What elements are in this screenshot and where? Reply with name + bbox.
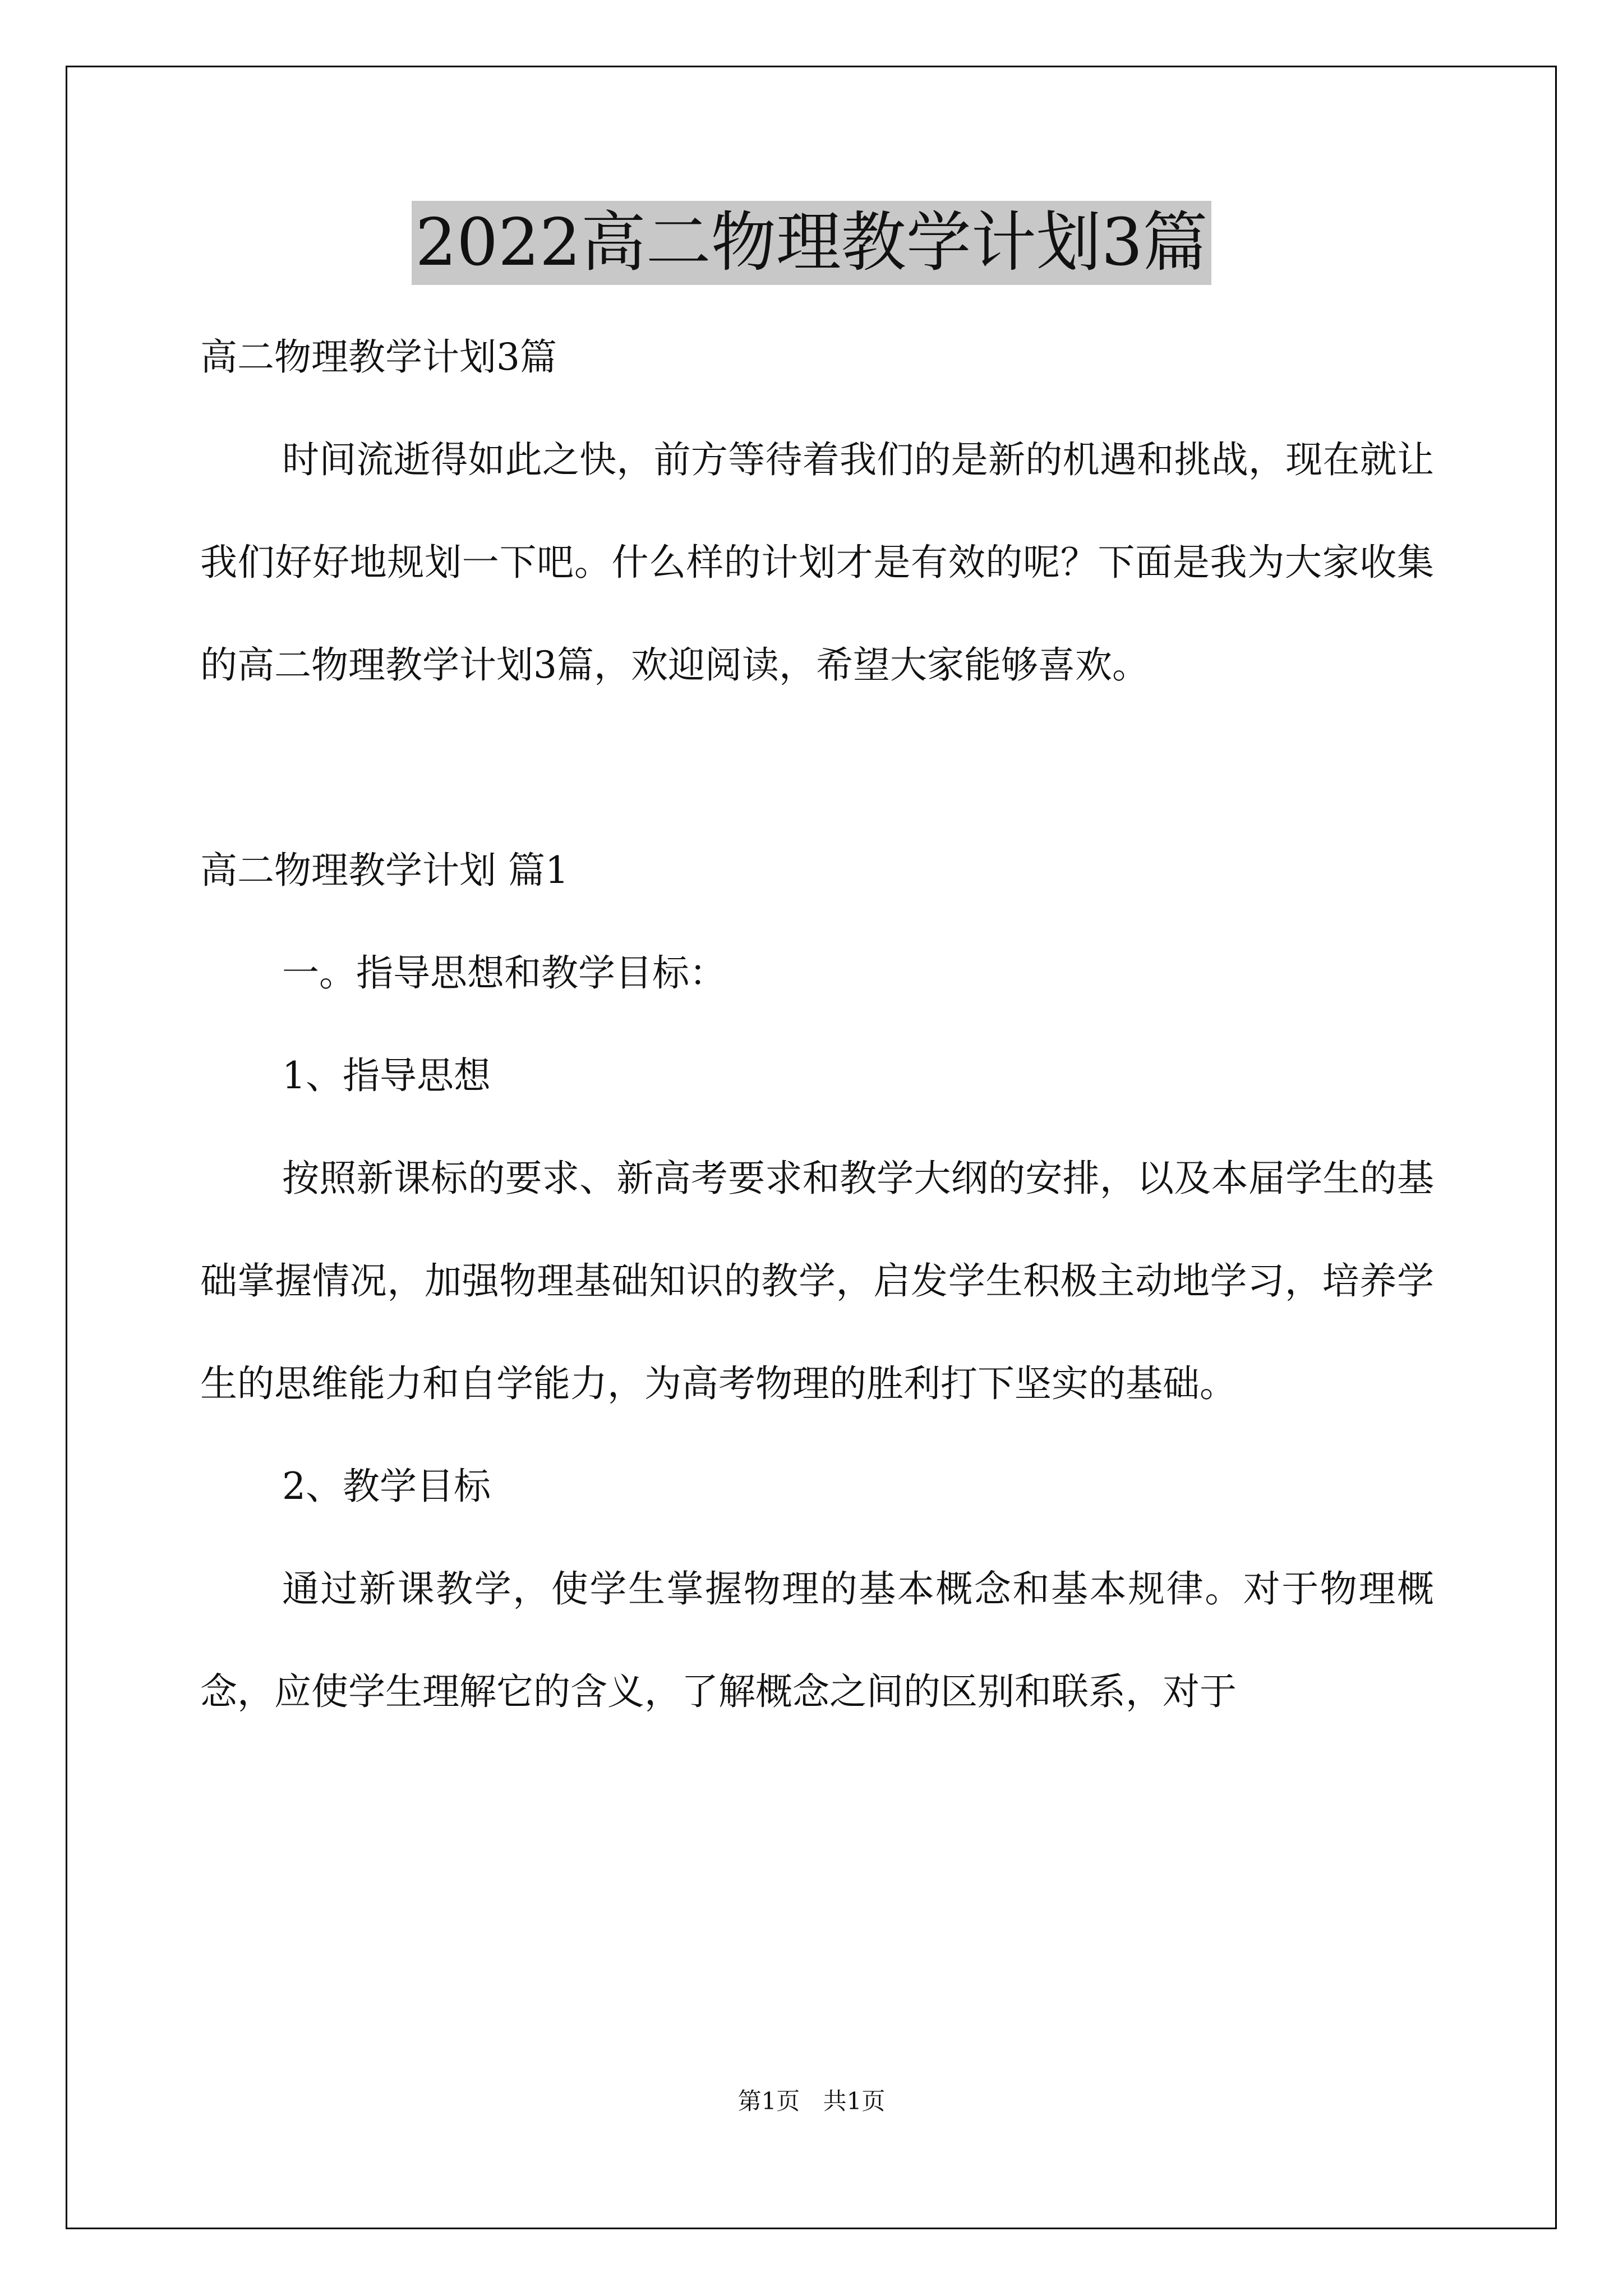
guiding-thought-paragraph: 按照新课标的要求、新高考要求和教学大纲的安排，以及本届学生的基础掌握情况，加强物理基础知识的教学，启发学生积极主动地学习，培养学生的思维能力和自学能力，为高考物理的胜利打下坚实的基础。 — [200, 1157, 1434, 1405]
page-footer — [0, 2083, 1623, 2116]
subtitle-line: 高二物理教学计划3篇 — [200, 335, 557, 379]
teaching-goal-paragraph: 通过新课教学，使学生掌握物理的基本概念和基本规律。对于物理概念，应使学生理解它的含义，了解概念之间的区别和联系，对于 — [200, 1567, 1434, 1713]
section-heading: 高二物理教学计划 篇1 — [200, 849, 569, 892]
title-container — [0, 201, 1623, 285]
document-body — [200, 306, 1434, 1743]
page-number: 第1页 — [737, 2087, 800, 2115]
item-heading-teaching-goal: 2、教学目标 — [282, 1465, 491, 1508]
page-total: 共1页 — [823, 2087, 886, 2115]
intro-paragraph: 时间流逝得如此之快，前方等待着我们的是新的机遇和挑战，现在就让我们好好地规划一下吧。什么样的计划才是有效的呢？下面是我为大家收集的高二物理教学计划3篇，欢迎阅读，希望大家能够喜欢。 — [200, 438, 1434, 687]
document-title: 2022高二物理教学计划3篇 — [412, 201, 1211, 285]
subsection-heading: 一。指导思想和教学目标： — [282, 951, 726, 995]
item-heading-guiding-thought: 1、指导思想 — [282, 1054, 491, 1097]
